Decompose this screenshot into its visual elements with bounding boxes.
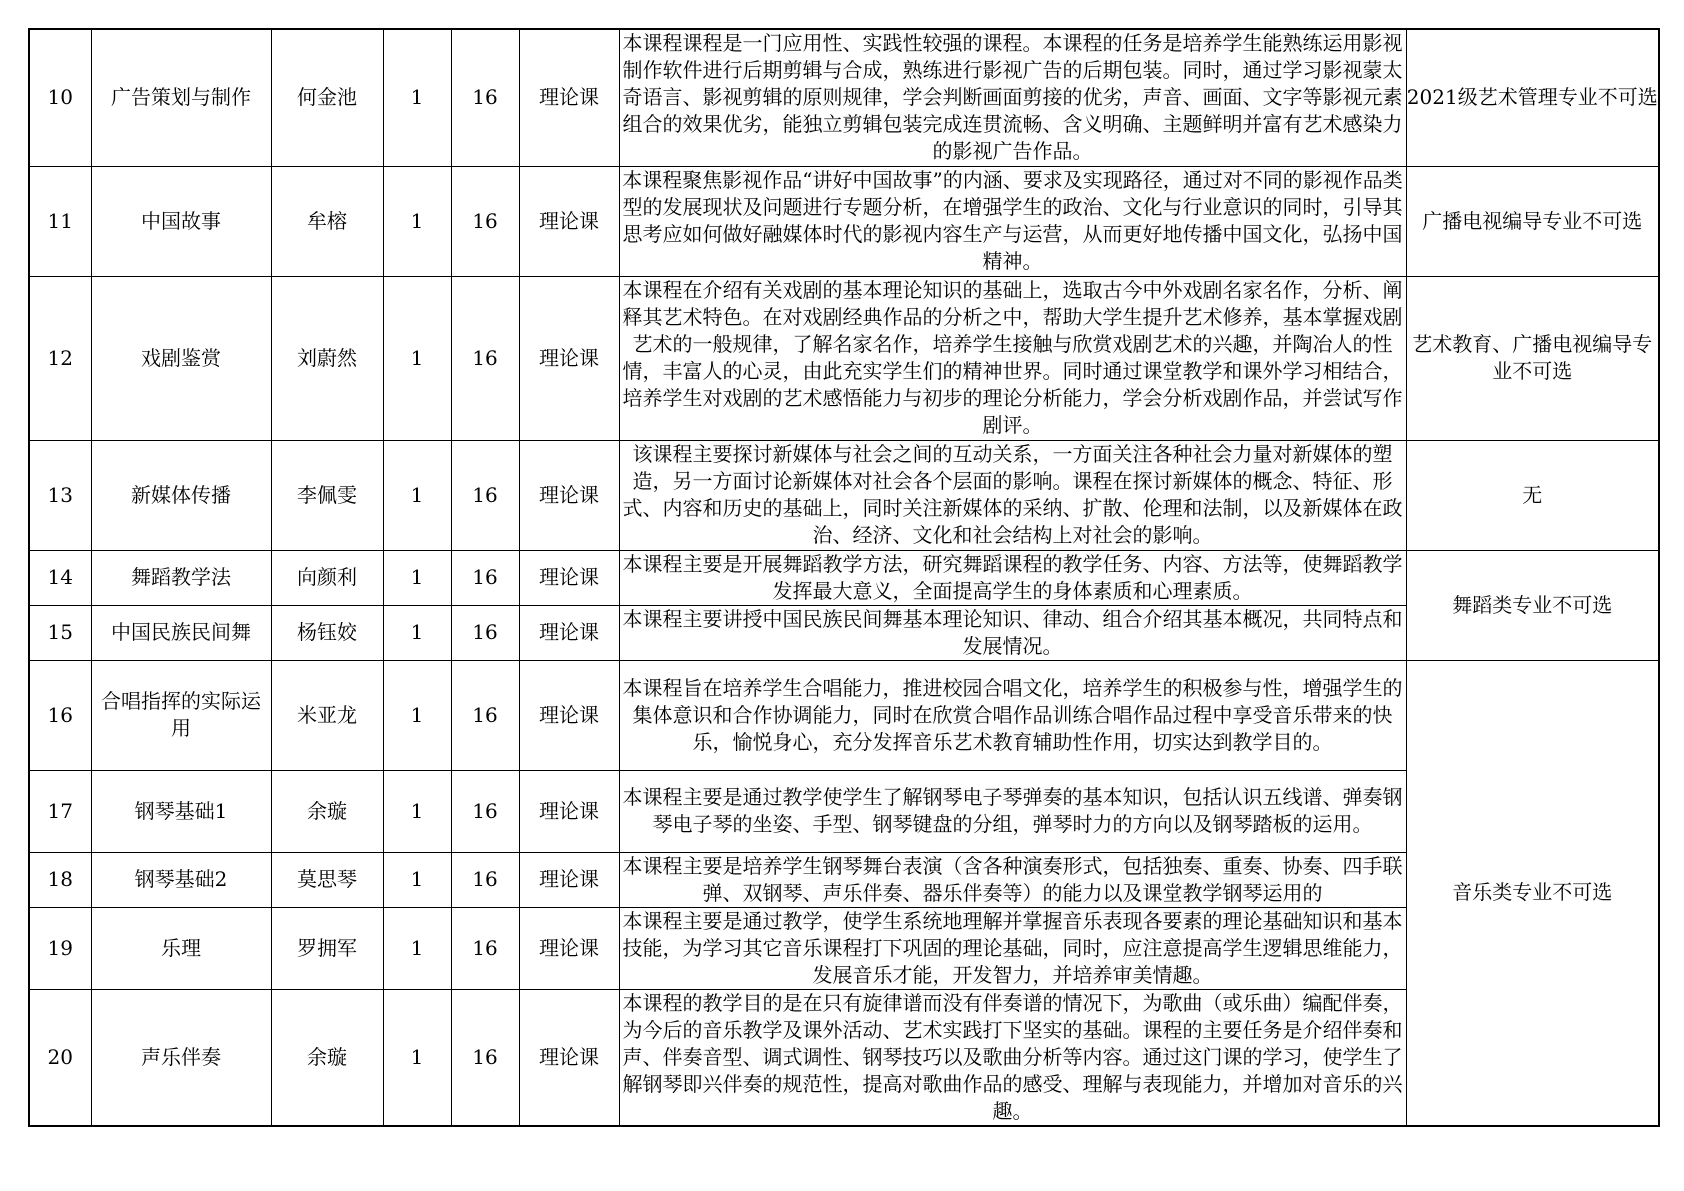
- course-description: [619, 550, 1406, 605]
- course-name: 乐理: [91, 907, 271, 989]
- course-credit: 1: [383, 276, 451, 440]
- table-row: [29, 29, 1659, 166]
- table-row: [29, 276, 1659, 440]
- course-description-text: 本课程主要是通过教学使学生了解钢琴电子琴弹奏的基本知识，包括认识五线谱、弹奏钢琴电子琴的坐姿、手型、钢琴键盘的分组，弹琴时力的方向以及钢琴踏板的运用。: [622, 785, 1403, 836]
- course-type: 理论课: [519, 276, 619, 440]
- course-restriction: 音乐类专业不可选: [1406, 660, 1659, 1126]
- course-hours: 16: [451, 605, 519, 660]
- course-credit: 1: [383, 29, 451, 166]
- course-teacher: 牟榕: [271, 166, 383, 276]
- course-teacher: 米亚龙: [271, 660, 383, 770]
- course-number: 17: [29, 770, 91, 852]
- course-number: 14: [29, 550, 91, 605]
- course-name: 中国民族民间舞: [91, 605, 271, 660]
- course-teacher: 杨钰姣: [271, 605, 383, 660]
- course-name: 钢琴基础1: [91, 770, 271, 852]
- course-type: 理论课: [519, 550, 619, 605]
- course-credit: 1: [383, 852, 451, 907]
- course-teacher: 刘蔚然: [271, 276, 383, 440]
- course-hours: 16: [451, 550, 519, 605]
- course-description: [619, 605, 1406, 660]
- course-description-text: 本课程的教学目的是在只有旋律谱而没有伴奏谱的情况下，为歌曲（或乐曲）编配伴奏，为今后的音乐教学及课外活动、艺术实践打下坚实的基础。课程的主要任务是介绍伴奏和声、伴奏音型、调式调性、钢琴技巧以及歌曲分析等内容。通过这门课的学习，使学生了解钢琴即兴伴奏的规范性，提高对歌曲作品的感受、理解与表现能力，并增加对音乐的兴趣。: [622, 990, 1403, 1123]
- course-restriction: 广播电视编导专业不可选: [1406, 166, 1659, 276]
- course-type: 理论课: [519, 770, 619, 852]
- course-teacher: 罗拥军: [271, 907, 383, 989]
- course-teacher: 余璇: [271, 770, 383, 852]
- course-teacher: 何金池: [271, 29, 383, 166]
- course-description: [619, 852, 1406, 907]
- course-credit: 1: [383, 166, 451, 276]
- course-name: 舞蹈教学法: [91, 550, 271, 605]
- course-type: 理论课: [519, 29, 619, 166]
- course-teacher: 莫思琴: [271, 852, 383, 907]
- course-number: 18: [29, 852, 91, 907]
- course-credit: 1: [383, 550, 451, 605]
- course-description: [619, 440, 1406, 550]
- table-row: [29, 440, 1659, 550]
- course-restriction: 无: [1406, 440, 1659, 550]
- course-description: [619, 989, 1406, 1126]
- course-name: 新媒体传播: [91, 440, 271, 550]
- course-description: [619, 29, 1406, 166]
- course-number: 20: [29, 989, 91, 1126]
- course-number: 12: [29, 276, 91, 440]
- course-teacher: 李佩雯: [271, 440, 383, 550]
- course-hours: 16: [451, 166, 519, 276]
- course-description-text: 该课程主要探讨新媒体与社会之间的互动关系，一方面关注各种社会力量对新媒体的塑造，另一方面讨论新媒体对社会各个层面的影响。课程在探讨新媒体的概念、特征、形式、内容和历史的基础上，同时关注新媒体的采纳、扩散、伦理和法制，以及新媒体在政治、经济、文化和社会结构上对社会的影响。: [622, 442, 1403, 547]
- course-type: 理论课: [519, 852, 619, 907]
- course-description-text: 本课程聚焦影视作品“讲好中国故事”的内涵、要求及实现路径，通过对不同的影视作品类型的发展现状及问题进行专题分析，在增强学生的政治、文化与行业意识的同时，引导其思考应如何做好融媒体时代的影视内容生产与运营，从而更好地传播中国文化，弘扬中国精神。: [622, 168, 1403, 273]
- course-type: 理论课: [519, 989, 619, 1126]
- course-name: 钢琴基础2: [91, 852, 271, 907]
- course-credit: 1: [383, 605, 451, 660]
- course-name: 合唱指挥的实际运用: [91, 660, 271, 770]
- course-hours: 16: [451, 29, 519, 166]
- course-description-text: 本课程课程是一门应用性、实践性较强的课程。本课程的任务是培养学生能熟练运用影视制作软件进行后期剪辑与合成，熟练进行影视广告的后期包装。同时，通过学习影视蒙太奇语言、影视剪辑的原则规律，学会判断画面剪接的优劣，声音、画面、文字等影视元素组合的效果优劣，能独立剪辑包装完成连贯流畅、含义明确、主题鲜明并富有艺术感染力的影视广告作品。: [622, 31, 1403, 164]
- course-name: 广告策划与制作: [91, 29, 271, 166]
- course-description: [619, 907, 1406, 989]
- course-credit: 1: [383, 770, 451, 852]
- course-type: 理论课: [519, 440, 619, 550]
- course-type: 理论课: [519, 660, 619, 770]
- course-hours: 16: [451, 660, 519, 770]
- course-description-text: 本课程主要是开展舞蹈教学方法，研究舞蹈课程的教学任务、内容、方法等，使舞蹈教学发挥最大意义，全面提高学生的身体素质和心理素质。: [622, 551, 1403, 603]
- course-description-text: 本课程在介绍有关戏剧的基本理论知识的基础上，选取古今中外戏剧名家名作，分析、阐释其艺术特色。在对戏剧经典作品的分析之中，帮助大学生提升艺术修养，基本掌握戏剧艺术的一般规律，了解名家名作，培养学生接触与欣赏戏剧艺术的兴趣，并陶冶人的性情，丰富人的心灵，由此充实学生们的精神世界。同时通过课堂教学和课外学习相结合，培养学生对戏剧的艺术感悟能力与初步的理论分析能力，学会分析戏剧作品，并尝试写作剧评。: [622, 278, 1403, 437]
- course-hours: 16: [451, 907, 519, 989]
- course-hours: 16: [451, 989, 519, 1126]
- course-description: [619, 660, 1406, 770]
- course-restriction: 艺术教育、广播电视编导专业不可选: [1406, 276, 1659, 440]
- course-restriction: 2021级艺术管理专业不可选: [1406, 29, 1659, 166]
- course-name: 声乐伴奏: [91, 989, 271, 1126]
- course-table: [28, 28, 1660, 1127]
- course-description-text: 本课程主要是通过教学，使学生系统地理解并掌握音乐表现各要素的理论基础知识和基本技能，为学习其它音乐课程打下巩固的理论基础，同时，应注意提高学生逻辑思维能力，发展音乐才能，开发智力，并培养审美情趣。: [622, 908, 1403, 987]
- course-description-text: 本课程旨在培养学生合唱能力，推进校园合唱文化，培养学生的积极参与性，增强学生的集体意识和合作协调能力，同时在欣赏合唱作品训练合唱作品过程中享受音乐带来的快乐，愉悦身心，充分发挥音乐艺术教育辅助性作用，切实达到教学目的。: [622, 675, 1403, 754]
- table-row: [29, 550, 1659, 605]
- course-credit: 1: [383, 660, 451, 770]
- table-row: [29, 660, 1659, 770]
- course-credit: 1: [383, 907, 451, 989]
- table-row: [29, 166, 1659, 276]
- course-type: 理论课: [519, 605, 619, 660]
- course-number: 13: [29, 440, 91, 550]
- course-restriction: 舞蹈类专业不可选: [1406, 550, 1659, 660]
- course-number: 10: [29, 29, 91, 166]
- course-hours: 16: [451, 770, 519, 852]
- course-description-text: 本课程主要是培养学生钢琴舞台表演（含各种演奏形式，包括独奏、重奏、协奏、四手联弹、双钢琴、声乐伴奏、器乐伴奏等）的能力以及课堂教学钢琴运用的: [622, 853, 1403, 905]
- course-teacher: 余璇: [271, 989, 383, 1126]
- course-description: [619, 166, 1406, 276]
- course-description: [619, 276, 1406, 440]
- course-description: [619, 770, 1406, 852]
- course-number: 19: [29, 907, 91, 989]
- course-type: 理论课: [519, 166, 619, 276]
- course-number: 16: [29, 660, 91, 770]
- course-number: 15: [29, 605, 91, 660]
- course-description-text: 本课程主要讲授中国民族民间舞基本理论知识、律动、组合介绍其基本概况，共同特点和发展情况。: [622, 606, 1403, 658]
- course-name: 戏剧鉴赏: [91, 276, 271, 440]
- course-credit: 1: [383, 989, 451, 1126]
- course-credit: 1: [383, 440, 451, 550]
- course-number: 11: [29, 166, 91, 276]
- course-hours: 16: [451, 276, 519, 440]
- course-hours: 16: [451, 852, 519, 907]
- course-type: 理论课: [519, 907, 619, 989]
- course-hours: 16: [451, 440, 519, 550]
- course-teacher: 向颜利: [271, 550, 383, 605]
- course-name: 中国故事: [91, 166, 271, 276]
